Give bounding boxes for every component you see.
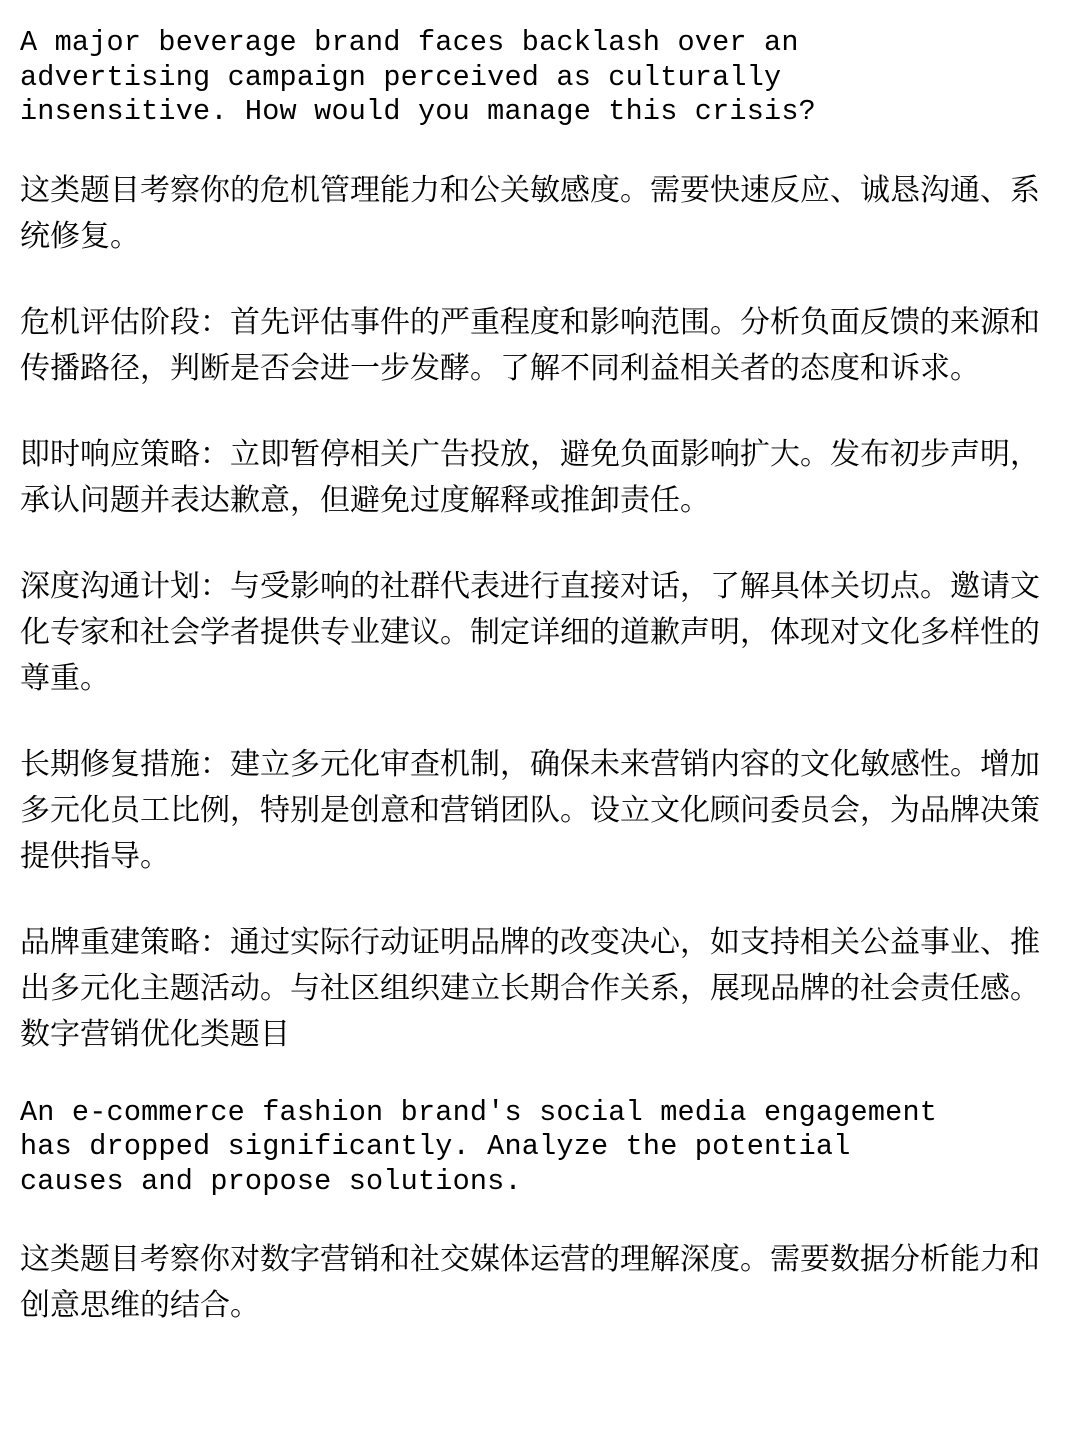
section-immediate-response: 即时响应策略：立即暂停相关广告投放，避免负面影响扩大。发布初步声明，承认问题并表达歉意，但避免过度解释或推卸责任。 <box>20 436 1040 518</box>
question-2-line: causes and propose solutions. <box>20 1164 522 1198</box>
section-deep-communication: 深度沟通计划：与受影响的社群代表进行直接对话，了解具体关切点。邀请文化专家和社会学者提供专业建议。制定详细的道歉声明，体现对文化多样性的尊重。 <box>20 568 1040 696</box>
intro-paragraph-1: 这类题目考察你的危机管理能力和公关敏感度。需要快速反应、诚恳沟通、系统修复。 <box>20 172 1040 254</box>
question-1-line: insensitive. How would you manage this crisis? <box>20 95 816 128</box>
intro-paragraph-2: 这类题目考察你对数字营销和社交媒体运营的理解深度。需要数据分析能力和创意思维的结合。 <box>20 1242 1040 1323</box>
question-1-line: A major beverage brand faces backlash over an <box>20 26 799 59</box>
section-heading-digital-marketing: 数字营销优化类题目 <box>20 1016 290 1052</box>
question-2-line: An e-commerce fashion brand's social media engagement <box>20 1095 938 1129</box>
section-brand-rebuild: 品牌重建策略：通过实际行动证明品牌的改变决心，如支持相关公益事业、推出多元化主题活动。与社区组织建立长期合作关系，展现品牌的社会责任感。 <box>20 924 1040 1006</box>
section-crisis-assessment: 危机评估阶段：首先评估事件的严重程度和影响范围。分析负面反馈的来源和传播路径，判断是否会进一步发酵。了解不同利益相关者的态度和诉求。 <box>20 304 1040 386</box>
question-2-block <box>20 1096 1060 1200</box>
question-2-line: has dropped significantly. Analyze the potential <box>20 1130 851 1163</box>
section-long-term-repair: 长期修复措施：建立多元化审查机制，确保未来营销内容的文化敏感性。增加多元化员工比例，特别是创意和营销团队。设立文化顾问委员会，为品牌决策提供指导。 <box>20 746 1040 874</box>
question-1-block <box>20 26 1060 130</box>
question-1-line: advertising campaign perceived as culturally <box>20 60 782 94</box>
